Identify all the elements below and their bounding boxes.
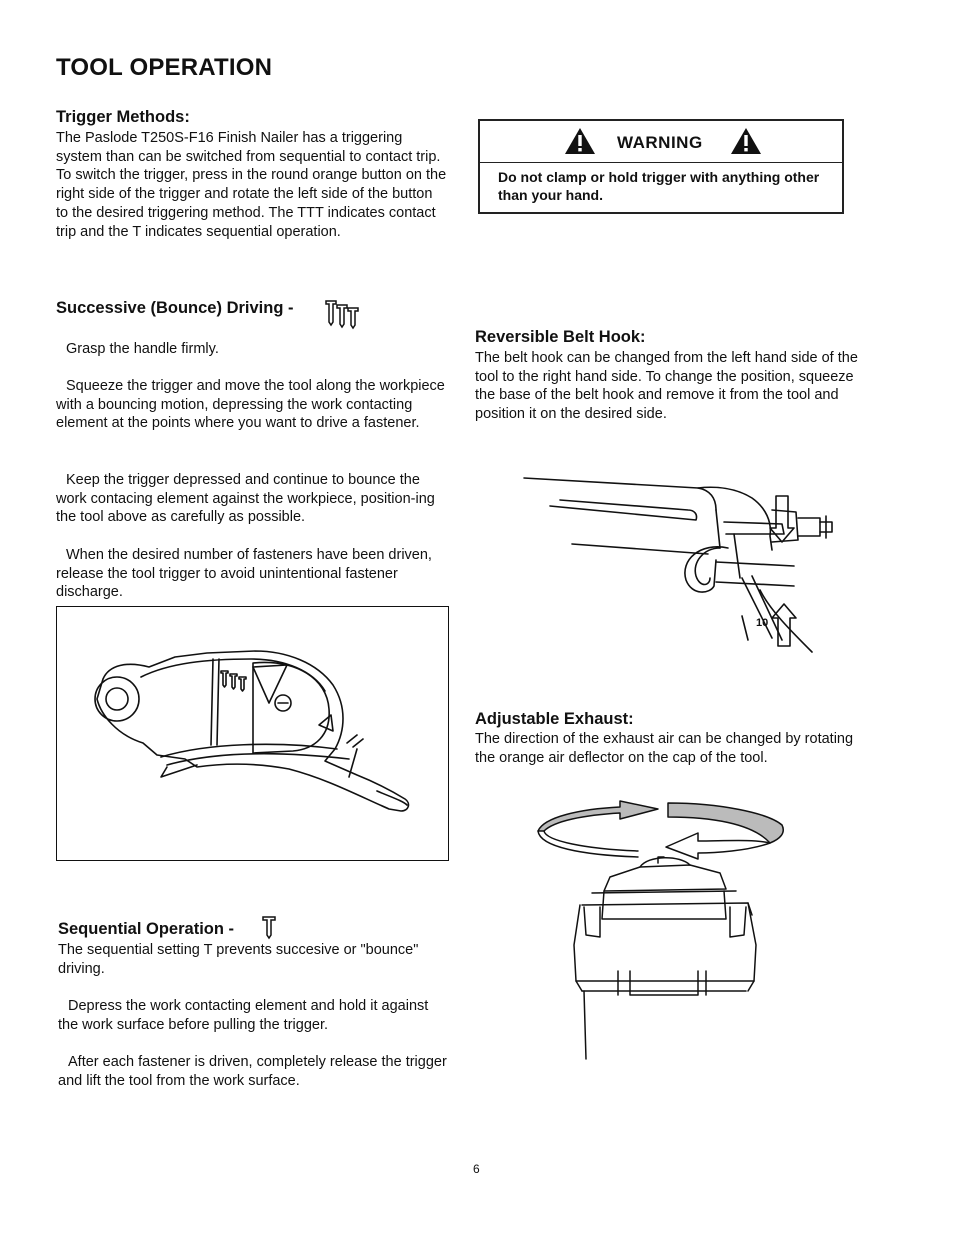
- page-number: 6: [473, 1162, 480, 1176]
- exhaust-body: The direction of the exhaust air can be changed by rotating the orange air deflector on the cap of the tool.: [475, 731, 854, 766]
- exhaust-heading: Adjustable Exhaust:: [475, 710, 634, 728]
- trigger-methods-body: The Paslode T250S-F16 Finish Nailer has a triggering system than can be switched from sequential to contact trip. To switch the trigger, press in the round orange button on the right side of the trigger and rotate the left side of the button to the desired triggering method. The TTT indicates contact trip and the T indicates sequential operation.: [56, 130, 447, 240]
- trigger-figure: [56, 606, 449, 861]
- exhaust-illustration: [530, 795, 800, 1065]
- warning-text: Do not clamp or hold trigger with anything other than your hand.: [498, 169, 820, 203]
- sequential-p2: Depress the work contacting element and hold it against the work surface before pulling the trigger.: [58, 998, 429, 1033]
- sequential-heading: Sequential Operation -: [58, 920, 235, 938]
- warning-triangle-icon: [564, 127, 596, 155]
- warning-header: [480, 121, 842, 163]
- belt-hook-label-10: 10: [756, 617, 769, 629]
- t-sequential-icon: [261, 915, 277, 941]
- trigger-methods-heading: Trigger Methods:: [56, 108, 190, 126]
- successive-heading: Successive (Bounce) Driving -: [56, 299, 294, 317]
- sequential-p1: The sequential setting T prevents succesive or "bounce" driving.: [58, 942, 419, 977]
- page-title: TOOL OPERATION: [56, 54, 273, 81]
- trigger-illustration: [57, 607, 450, 862]
- warning-title: WARNING: [617, 133, 703, 152]
- belt-hook-heading: Reversible Belt Hook:: [475, 328, 646, 346]
- warning-triangle-icon: [730, 127, 762, 155]
- warning-box: [478, 119, 844, 214]
- successive-p1: Grasp the handle firmly.: [66, 341, 219, 357]
- successive-p3: Keep the trigger depressed and continue to bounce the work contacing element against the workpiece, position-ing the tool above as carefully as possible.: [56, 472, 435, 526]
- sequential-p3: After each fastener is driven, completely release the trigger and lift the tool from the work surface.: [58, 1054, 447, 1089]
- belt-hook-illustration: [520, 470, 850, 660]
- belt-hook-body: The belt hook can be changed from the left hand side of the tool to the right hand side. To change the position, squeeze the base of the belt hook and remove it from the tool and position it on the desired side.: [475, 350, 858, 423]
- successive-p4: When the desired number of fasteners have been driven, release the tool trigger to avoid unintentional fastener discharge.: [56, 547, 432, 601]
- successive-p2: Squeeze the trigger and move the tool along the workpiece with a bouncing motion, depressing the work contacting element at the points where you want to drive a fastener.: [56, 378, 445, 432]
- ttt-contact-trip-icon: [324, 298, 360, 330]
